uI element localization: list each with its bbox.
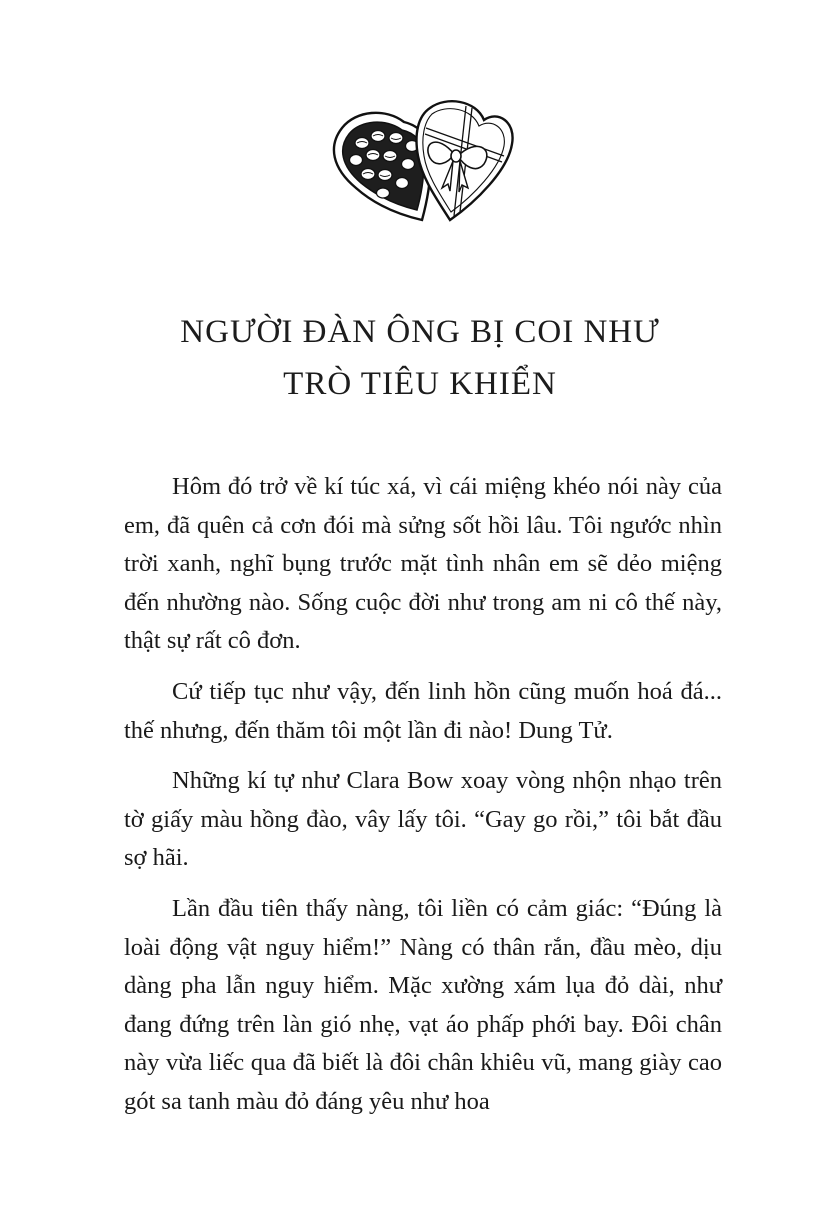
box-lid — [417, 101, 513, 220]
paragraph: Những kí tự như Clara Bow xoay vòng nhộn nhạo trên tờ giấy màu hồng đào, vây lấy tôi. “Gay go rồi,” tôi bắt đầu sợ hãi. — [124, 767, 722, 872]
chapter-title-line-1: NGƯỜI ĐÀN ÔNG BỊ COI NHƯ — [180, 314, 660, 350]
chapter-title-line-2: TRÒ TIÊU KHIỂN — [283, 366, 557, 402]
chocolate-box-heart-icon — [326, 98, 518, 248]
chapter-title — [100, 306, 740, 410]
chapter-body — [124, 468, 722, 1122]
paragraph: Hôm đó trở về kí túc xá, vì cái miệng khéo nói này của em, đã quên cả cơn đói mà sửng sốt hồi lâu. Tôi ngước nhìn trời xanh, nghĩ bụng trước mặt tình nhân em sẽ dẻo miệng đến nhường nào. Sống cuộc đời như trong am ni cô thế này, thật sự rất cô đơn. — [124, 473, 722, 655]
chocolate-tray — [334, 113, 431, 220]
paragraph: Cứ tiếp tục như vậy, đến linh hồn cũng muốn hoá đá... thế nhưng, đến thăm tôi một lần đi nào! Dung Tử. — [124, 677, 722, 744]
paragraph: Lần đầu tiên thấy nàng, tôi liền có cảm giác: “Đúng là loài động vật nguy hiểm!” Nàng có thân rắn, đầu mèo, dịu dàng pha lẫn nguy hiểm. Mặc xường xám lụa đỏ dài, như đang đứng trên làn gió nhẹ, vạt áo phấp phới bay. Đôi chân này vừa liếc qua đã biết là đôi chân khiêu vũ, mang giày cao gót sa tanh màu đỏ đáng yêu như hoa — [124, 894, 722, 1115]
